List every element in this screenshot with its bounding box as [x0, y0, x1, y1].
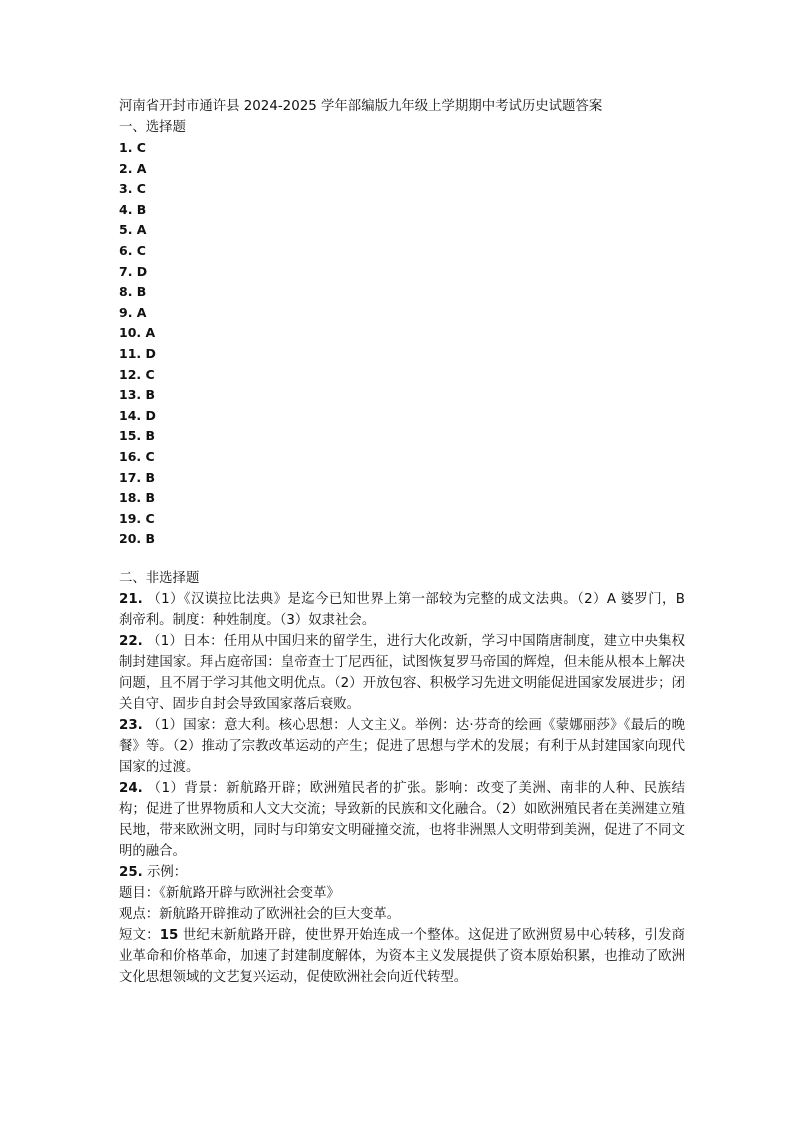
spacer — [119, 550, 685, 568]
answer-text: （1）国家：意大利。核心思想：人文主义。举例：达·芬奇的绘画《蒙娜丽莎》《最后的晚餐》等。（2）推动了宗教改革运动的产生；促进了思想与学术的发展；有利于从封建国家向现代国家的过渡。 — [119, 717, 685, 775]
answer-item: 5. A — [119, 222, 147, 238]
answer-text: 示例： — [147, 864, 188, 880]
section-heading-choice: 一、选择题 — [119, 120, 186, 135]
question-number: 21. — [119, 591, 143, 607]
answer-item: 15. B — [119, 428, 156, 444]
answer-item: 8. B — [119, 284, 147, 300]
question-25-intro — [119, 862, 685, 883]
answer-item: 14. D — [119, 407, 156, 423]
question-25-answer — [119, 862, 685, 988]
answer-item: 17. B — [119, 469, 156, 485]
answer-item: 19. C — [119, 510, 155, 526]
answer-item: 18. B — [119, 490, 156, 506]
answer-text: （1）日本：任用从中国归来的留学生，进行大化改新，学习中国隋唐制度，建立中央集权制封建国家。拜占庭帝国：皇帝查士丁尼西征，试图恢复罗马帝国的辉煌，但未能从根本上解决问题，且不屑于学习其他文明优点。（2）开放包容、积极学习先进文明能促进国家发展进步；闭关自守、固步自封会导致国家落后衰败。 — [119, 633, 685, 712]
question-number: 25. — [119, 864, 143, 880]
answer-item: 6. C — [119, 242, 146, 258]
answer-item: 10. A — [119, 325, 156, 341]
section-heading-nonchoice: 二、非选择题 — [119, 570, 200, 586]
answer-item: 12. C — [119, 366, 155, 382]
century-number: 15 — [159, 927, 179, 943]
essay-text: 世纪末新航路开辟，使世界开始连成一个整体。这促进了欧洲贸易中心转移，引发商业革命和价格革命，加速了封建制度解体，为资本主义发展提供了资本原始积累，也推动了欧洲文化思想领域的文艺复兴运动，促使欧洲社会向近代转型。 — [119, 927, 685, 985]
question-23-answer — [119, 715, 685, 778]
question-number: 23. — [119, 717, 143, 733]
answer-item: 7. D — [119, 263, 148, 279]
question-22-answer — [119, 631, 685, 715]
answer-item: 16. C — [119, 448, 155, 464]
question-number: 22. — [119, 633, 143, 649]
answer-item: 4. B — [119, 201, 147, 217]
choice-answer-list — [119, 138, 685, 550]
essay-topic: 题目：《新航路开辟与欧洲社会变革》 — [119, 885, 340, 901]
answer-item: 9. A — [119, 304, 147, 320]
answer-content — [119, 96, 685, 988]
essay-label: 短文： — [119, 927, 160, 943]
answer-text: （1）《汉谟拉比法典》是迄今已知世界上第一部较为完整的成文法典。（2）A 婆罗门，B 刹帝利。制度：种姓制度。（3）奴隶社会。 — [119, 591, 685, 628]
answer-item: 1. C — [119, 140, 146, 155]
answer-item: 3. C — [119, 181, 146, 197]
document-title: 河南省开封市通许县 2024-2025 学年部编版九年级上学期期中考试历史试题答案 — [119, 99, 603, 114]
question-24-answer — [119, 778, 685, 862]
essay-viewpoint: 观点：新航路开辟推动了欧洲社会的巨大变革。 — [119, 906, 401, 922]
answer-text: （1）背景：新航路开辟；欧洲殖民者的扩张。影响：改变了美洲、南非的人种、民族结构；促进了世界物质和人文大交流；导致新的民族和文化融合。（2）如欧洲殖民者在美洲建立殖民地，带来欧洲文明，同时与印第安文明碰撞交流，也将非洲黑人文明带到美洲，促进了不同文明的融合。 — [119, 780, 685, 859]
question-21-answer — [119, 589, 685, 631]
answer-item: 20. B — [119, 531, 156, 547]
answer-item: 13. B — [119, 387, 156, 403]
essay-body — [119, 925, 685, 988]
question-number: 24. — [119, 780, 143, 796]
answer-item: 2. A — [119, 160, 147, 176]
answer-item: 11. D — [119, 345, 156, 361]
